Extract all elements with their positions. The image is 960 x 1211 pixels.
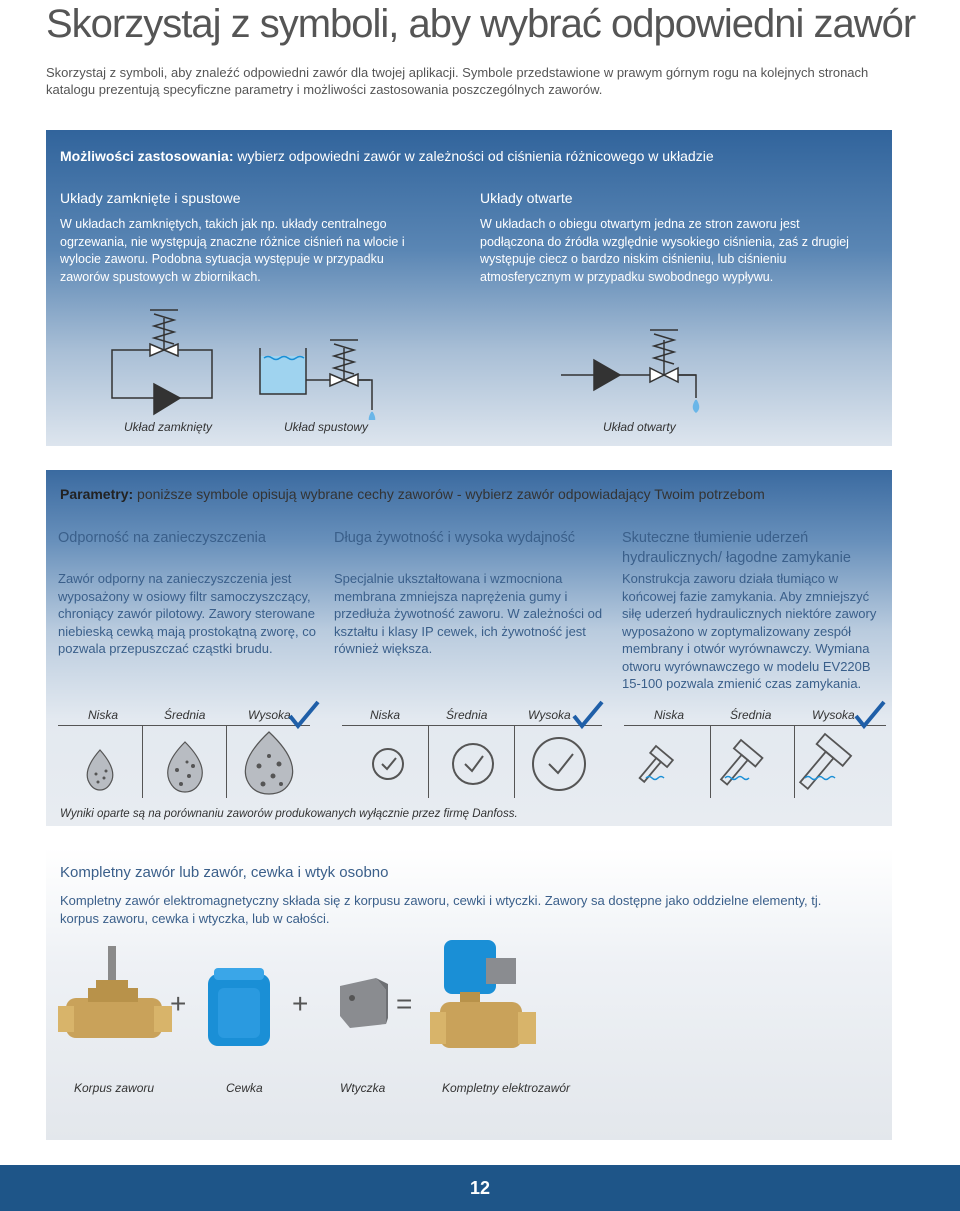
scale-water-hammer <box>624 700 886 800</box>
applications-panel <box>46 130 892 446</box>
scale-dirt-medium: Średnia <box>164 708 206 722</box>
feature-text-water-hammer: Konstrukcja zaworu działa tłumiąco w końcowej fazie zamykania. Aby zmniejszyć siłę uderzeń hydraulicznych niektóre zawory wyposażono w zoptymalizowany zespół membrany i otwór wyrównawczy. Wymiana otworu wyrównawczego w modelu EV220B 15-100 pozwala zmienić czas zamykania. <box>622 571 877 691</box>
drain-system-diagram <box>260 340 375 420</box>
scale-lifetime-medium: Średnia <box>446 708 488 722</box>
feature-title-water-hammer: Skuteczne tłumienie uderzeń hydraulicznych/ łagodne zamykanie <box>622 530 851 566</box>
scale-dirt-low: Niska <box>88 708 119 722</box>
page-title: Skorzystaj z symboli, aby wybrać odpowiedni zawór <box>46 2 916 46</box>
plug-image <box>332 972 394 1032</box>
clock-small-icon <box>344 726 428 798</box>
feature-text-dirt: Zawór odporny na zanieczyszczenia jest wyposażony w osiowy filtr samoczyszczący, chroniący zawór pilotowy. Zawory sterowane niebieską cewką mają prostokątną zworę, co pozwala przepuszczać cząstki brudu. <box>58 571 316 656</box>
open-system-diagram <box>561 330 699 412</box>
label-complete-valve: Kompletny elektrozawór <box>442 1081 571 1095</box>
complete-valve-title: Kompletny zawór lub zawór, cewka i wtyk osobno <box>60 864 389 881</box>
parameters-heading: Parametry: poniższe symbole opisują wybrane cechy zaworów - wybierz zawór odpowiadający Twoim potrzebom <box>60 486 765 502</box>
closed-systems-title: Układy zamknięte i spustowe <box>60 190 241 206</box>
feature-title-lifetime: Długa żywotność i wysoka wydajność <box>334 530 575 546</box>
scale-hammer-medium: Średnia <box>730 708 772 722</box>
feature-title-dirt: Odporność na zanieczyszczenia <box>58 530 266 546</box>
complete-valve-panel <box>46 848 892 1140</box>
clock-medium-icon <box>428 726 514 798</box>
intro-text: Skorzystaj z symboli, aby znaleźć odpowiedni zawór dla twojej aplikacji. Symbole przedstawione w prawym górnym rogu na kolejnych stronach katalogu prezentują specyficzne parametry i możliwości zastosowania poszczególnych zaworów. <box>46 65 869 97</box>
scale-dirt <box>58 700 310 800</box>
label-closed-system: Układ zamknięty <box>124 420 213 434</box>
closed-system-diagram <box>112 310 212 414</box>
scale-hammer-high: Wysoka <box>812 708 855 722</box>
coil-image <box>204 968 274 1052</box>
label-plug: Wtyczka <box>340 1081 386 1095</box>
complete-valve-image <box>430 940 538 1068</box>
hammer-medium-icon <box>710 726 794 798</box>
parameters-panel <box>46 470 892 826</box>
dirt-low-icon <box>60 726 142 798</box>
footnote: Wyniki oparte są na porównaniu zaworów produkowanych wyłącznie przez firmę Danfoss. <box>60 808 518 820</box>
scale-dirt-high: Wysoka <box>248 708 291 722</box>
open-systems-text: W układach o obiegu otwartym jedna ze stron zaworu jest podłączona do źródła względnie wysokiego ciśnienia, zaś z drugiej występuje ciecz o bardzo niskim ciśnieniu, lub ciśnieniu atmosferycznym w przypadku swobodnego wypływu. <box>480 217 849 284</box>
applications-heading: Możliwości zastosowania: wybierz odpowiedni zawór w zależności od ciśnienia różnicowego w układzie <box>60 148 714 164</box>
complete-valve-text: Kompletny zawór elektromagnetyczny składa się z korpusu zaworu, cewki i wtyczki. Zawory sa dostępne jako oddzielne elementy, tj. korpus zaworu, cewka i wtyczka, lub w całości. <box>60 893 822 926</box>
scale-lifetime-low: Niska <box>370 708 401 722</box>
label-drain-system: Układ spustowy <box>284 420 369 434</box>
scale-lifetime <box>342 700 602 800</box>
scale-hammer-low: Niska <box>654 708 685 722</box>
hammer-large-icon <box>794 726 884 798</box>
feature-text-lifetime: Specjalnie ukształtowana i wzmocniona membrana zmniejsza naprężenia gumy i przedłuża żywotność zaworu. W zależności od kształtu i klasy IP cewek, ich żywotność jest również większa. <box>334 571 603 656</box>
clock-large-icon <box>514 726 602 798</box>
page-number: 12 <box>469 1178 491 1198</box>
plus-operator-1: + <box>170 988 187 1019</box>
system-diagrams <box>46 300 892 420</box>
open-systems-title: Układy otwarte <box>480 190 573 206</box>
dirt-medium-icon <box>142 726 226 798</box>
equals-operator: = <box>396 988 413 1019</box>
footer-bar <box>0 1165 960 1211</box>
valve-body-image <box>58 940 187 1052</box>
dirt-high-icon <box>226 726 310 798</box>
label-coil: Cewka <box>226 1081 263 1095</box>
label-open-system: Układ otwarty <box>603 420 676 434</box>
closed-systems-text: W układach zamkniętych, takich jak np. układy centralnego ogrzewania, nie występują znaczne różnice ciśnień na wlocie i wylocie zaworu. Podobna sytuacja występuje w przypadku zaworów spustowych w zbiornikach. <box>60 217 405 284</box>
plus-operator-2: + <box>292 988 309 1019</box>
label-valve-body: Korpus zaworu <box>74 1081 155 1095</box>
hammer-small-icon <box>626 726 710 798</box>
scale-lifetime-high: Wysoka <box>528 708 571 722</box>
